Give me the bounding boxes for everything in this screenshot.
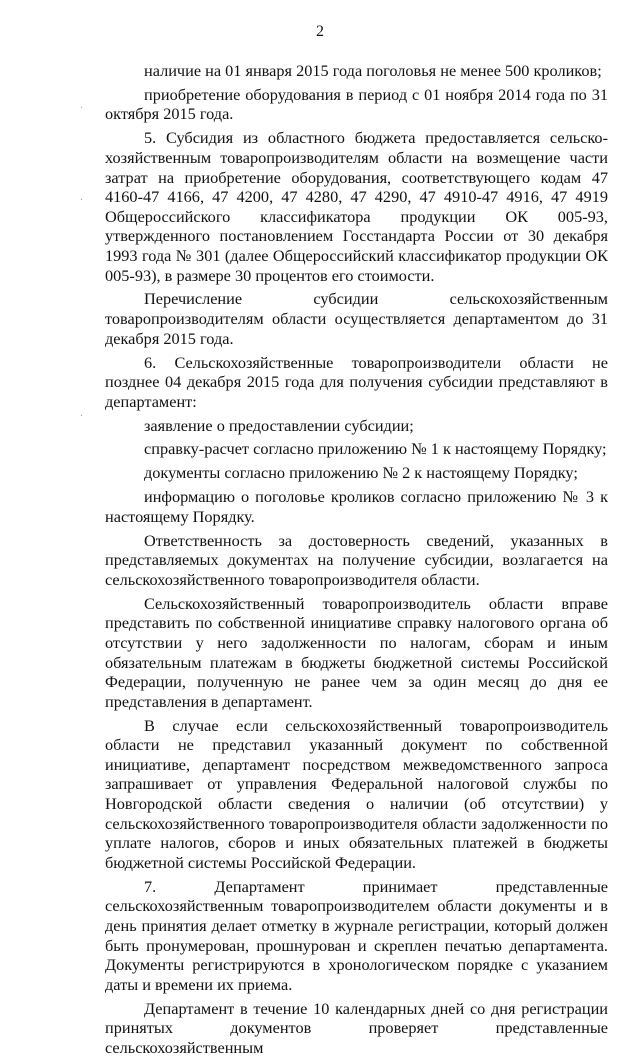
list-item-application: заявление о предоставлении субсидии; [144,415,414,435]
scan-speck: · [80,195,84,206]
scan-speck: · [80,411,84,422]
paragraph-6-documents: 6. Сельскохозяйственные товаропроизводители области не позднее 04 декабря 2015 года для получения субсидии представляют в департамент: [105,352,608,411]
paragraph-7-registration: 7. Департамент принимает представленные сельскохозяйственным товаропроизводителем области документы и в день принятия делает отметку в журнале регистрации, который должен быть пронумерован, прошнурован и скреплен печатью департамента. Документы регистрируются в хронологическом порядке с указанием даты и времени их приема. [105,876,608,994]
paragraph-responsibility: Ответственность за достоверность сведений, указанных в представляемых документах на получение субсидии, возлагается на сельскохозяйственного товаропроизводителя области. [105,530,608,589]
paragraph-tax-certificate: Сельскохозяйственный товаропроизводитель области вправе представить по собственной инициативе справку налогового органа об отсутствии у него задолженности по налогам, сборам и иным обязательным платежам в бюджеты бюджетной системы Российской Федерации, полученную не ранее чем за один месяц до дня ее представления в департамент. [105,593,608,711]
paragraph-equipment-period: приобретение оборудования в период с 01 ноября 2014 года по 31 октября 2015 года. [105,84,608,124]
page-number: 2 [316,23,324,40]
document-body [105,61,608,1062]
list-item-documents: документы согласно приложению № 2 к настоящему Порядку; [144,463,578,483]
list-item-livestock-info: информацию о поголовье кроликов согласно приложению № 3 к настоящему Порядку. [105,487,608,526]
paragraph-livestock-condition: наличие на 01 января 2015 года поголовья не менее 500 кроликов; [144,61,602,80]
paragraph-5-subsidy: 5. Субсидия из областного бюджета предоставляется сельско-хозяйственным товаропроизводителям области на возмещение части затрат на приобретение оборудования, соответствующего кодам 47 4160-47 4166, 47 4200, 47 4280, 47 4290, 47 4910-47 4916, 47 4919 Общероссийского классификатора продукции ОК 005-93, утвержденного постановлением Госстандарта России от 30 декабря 1993 года № 301 (далее Общероссийский классификатор продукции ОК 005-93), в размере 30 процентов его стоимости. [105,128,608,285]
paragraph-interagency-request: В случае если сельскохозяйственный товаропроизводитель области не представил указанный документ по собственной инициативе, департамент посредством межведомственного запроса запрашивает от управления Федеральной налоговой службы по Новгородской области сведения о наличии (об отсутствии) у сельскохозяйственного товаропроизводителя области задолженности по уплате налогов, сборов и иных обязательных платежей в бюджеты бюджетной системы Российской Федерации. [105,715,608,872]
paragraph-transfer-deadline: Перечисление субсидии сельскохозяйственным товаропроизводителям области осуществляется департаментом до 31 декабря 2015 года. [105,289,608,348]
paragraph-verification: Департамент в течение 10 календарных дней со дня регистрации принятых документов проверяет представленные сельскохозяйственным [105,998,608,1057]
scan-speck: · [80,103,84,114]
list-item-calculation: справку-расчет согласно приложению № 1 к настоящему Порядку; [144,439,607,459]
